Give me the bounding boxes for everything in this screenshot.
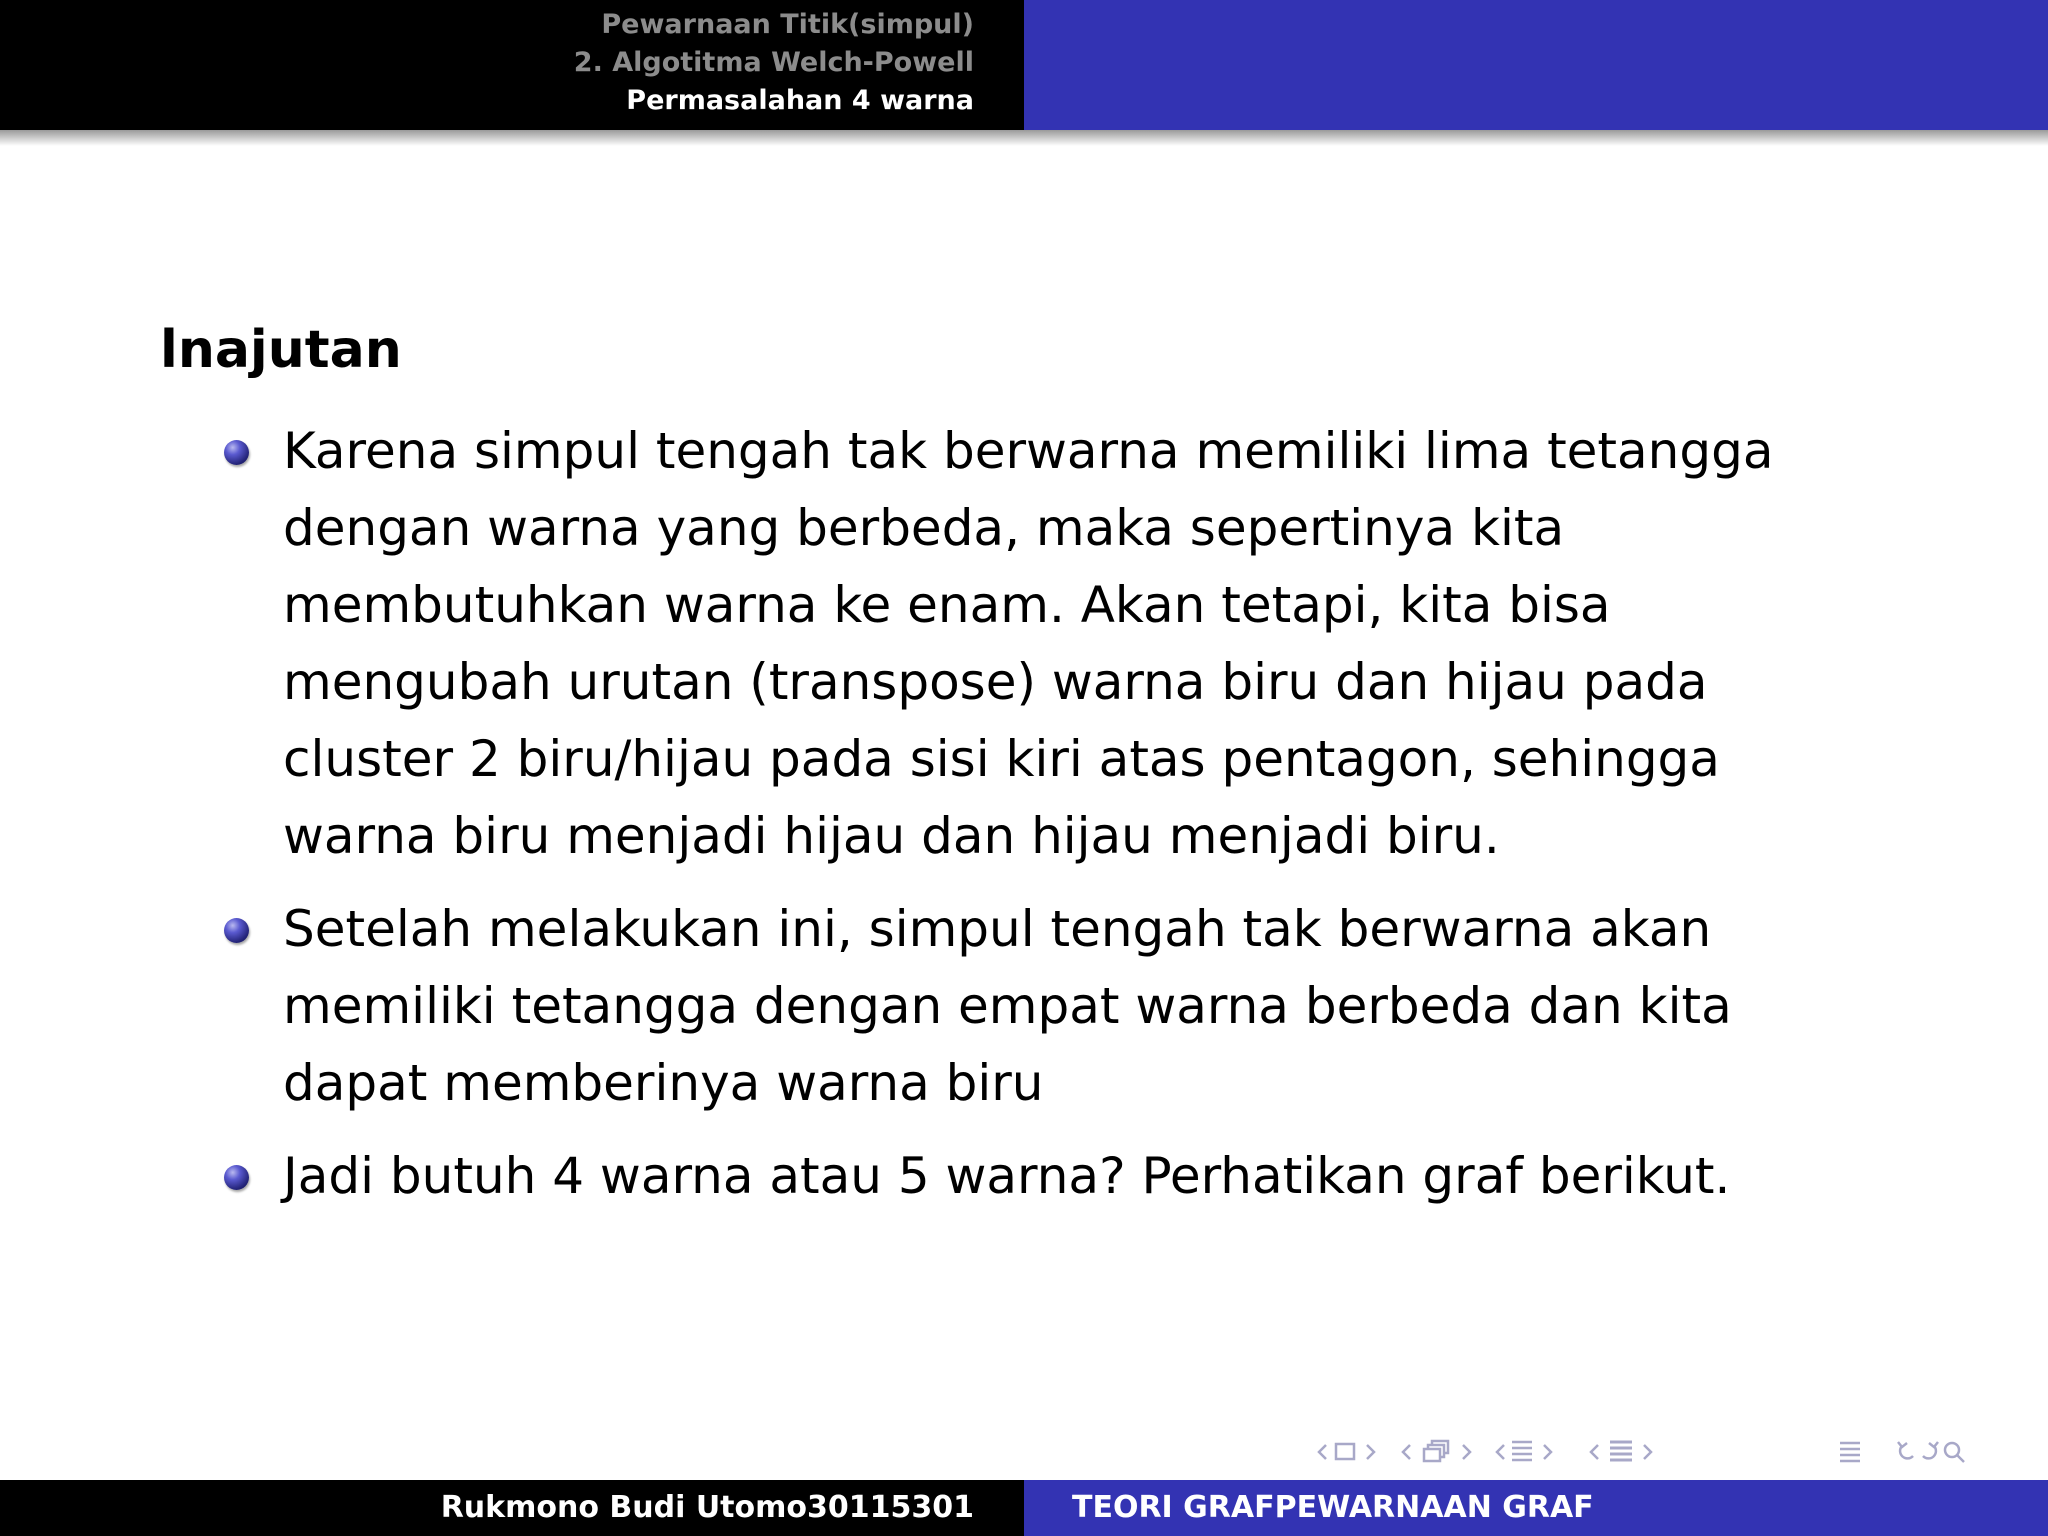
bullet-ball-icon	[224, 1165, 249, 1190]
bullet-list	[220, 413, 1840, 1231]
nav-current-item[interactable]: Permasalahan 4 warna	[626, 85, 974, 116]
bullet-ball-icon	[224, 440, 249, 465]
nav-part-forward-icon[interactable]	[1644, 1445, 1651, 1459]
bullet-item	[220, 413, 1840, 875]
nav-frame-forward-icon[interactable]	[1367, 1445, 1374, 1459]
nav-subsection-forward-icon[interactable]	[1463, 1445, 1470, 1459]
footer-author-panel	[0, 1480, 1024, 1536]
nav-part-back-icon[interactable]	[1591, 1445, 1598, 1459]
footer-author: Rukmono Budi Utomo30115301	[440, 1490, 974, 1525]
bullet-ball-icon	[224, 918, 249, 943]
nav-frame-icon[interactable]	[1336, 1444, 1354, 1459]
nav-subsection-back-icon[interactable]	[1403, 1445, 1410, 1459]
header-bar	[0, 0, 2048, 130]
footer-title-panel	[1024, 1480, 2048, 1536]
nav-section-back-icon[interactable]	[1497, 1445, 1504, 1459]
nav-search-icon[interactable]	[1945, 1443, 1964, 1462]
footer-bar	[0, 1480, 2048, 1536]
bullet-text: Setelah melakukan ini, simpul tengah tak berwarna akan memiliki tetangga dengan empat warna berbeda dan kita dapat memberinya warna biru	[283, 900, 1732, 1112]
footer-title: TEORI GRAFPEWARNAAN GRAF	[1072, 1490, 1594, 1525]
navigation-symbols-svg	[1310, 1432, 2038, 1472]
header-shadow	[0, 130, 2048, 146]
nav-section-icon[interactable]	[1512, 1442, 1532, 1460]
navigation-symbols	[1310, 1432, 2038, 1472]
bullet-item	[220, 1138, 1840, 1215]
nav-redo-icon[interactable]	[1923, 1442, 1938, 1458]
nav-undo-icon[interactable]	[1898, 1442, 1913, 1458]
nav-part-icon[interactable]	[1610, 1442, 1632, 1460]
nav-section-forward-icon[interactable]	[1544, 1445, 1551, 1459]
bullet-item	[220, 891, 1840, 1122]
nav-frame-back-icon[interactable]	[1319, 1445, 1326, 1459]
nav-subsection-icon[interactable]	[1424, 1441, 1448, 1461]
nav-outline-icon[interactable]	[1840, 1443, 1860, 1461]
nav-section-item[interactable]: Pewarnaan Titik(simpul)	[601, 9, 974, 40]
bullet-text: Jadi butuh 4 warna atau 5 warna? Perhatikan graf berikut.	[283, 1147, 1731, 1205]
bullet-text: Karena simpul tengah tak berwarna memiliki lima tetangga dengan warna yang berbeda, maka sepertinya kita membutuhkan warna ke enam. Akan tetapi, kita bisa mengubah urutan (transpose) warna biru dan hijau pada cluster 2 biru/hijau pada sisi kiri atas pentagon, sehingga warna biru menjadi hijau dan hijau menjadi biru.	[283, 422, 1774, 865]
nav-subsection-item[interactable]: 2. Algotitma Welch-Powell	[573, 47, 974, 78]
header-nav-panel	[0, 0, 1024, 130]
section-navigation	[574, 6, 974, 120]
header-accent-panel	[1024, 0, 2048, 130]
frame-title: lnajutan	[160, 320, 402, 380]
